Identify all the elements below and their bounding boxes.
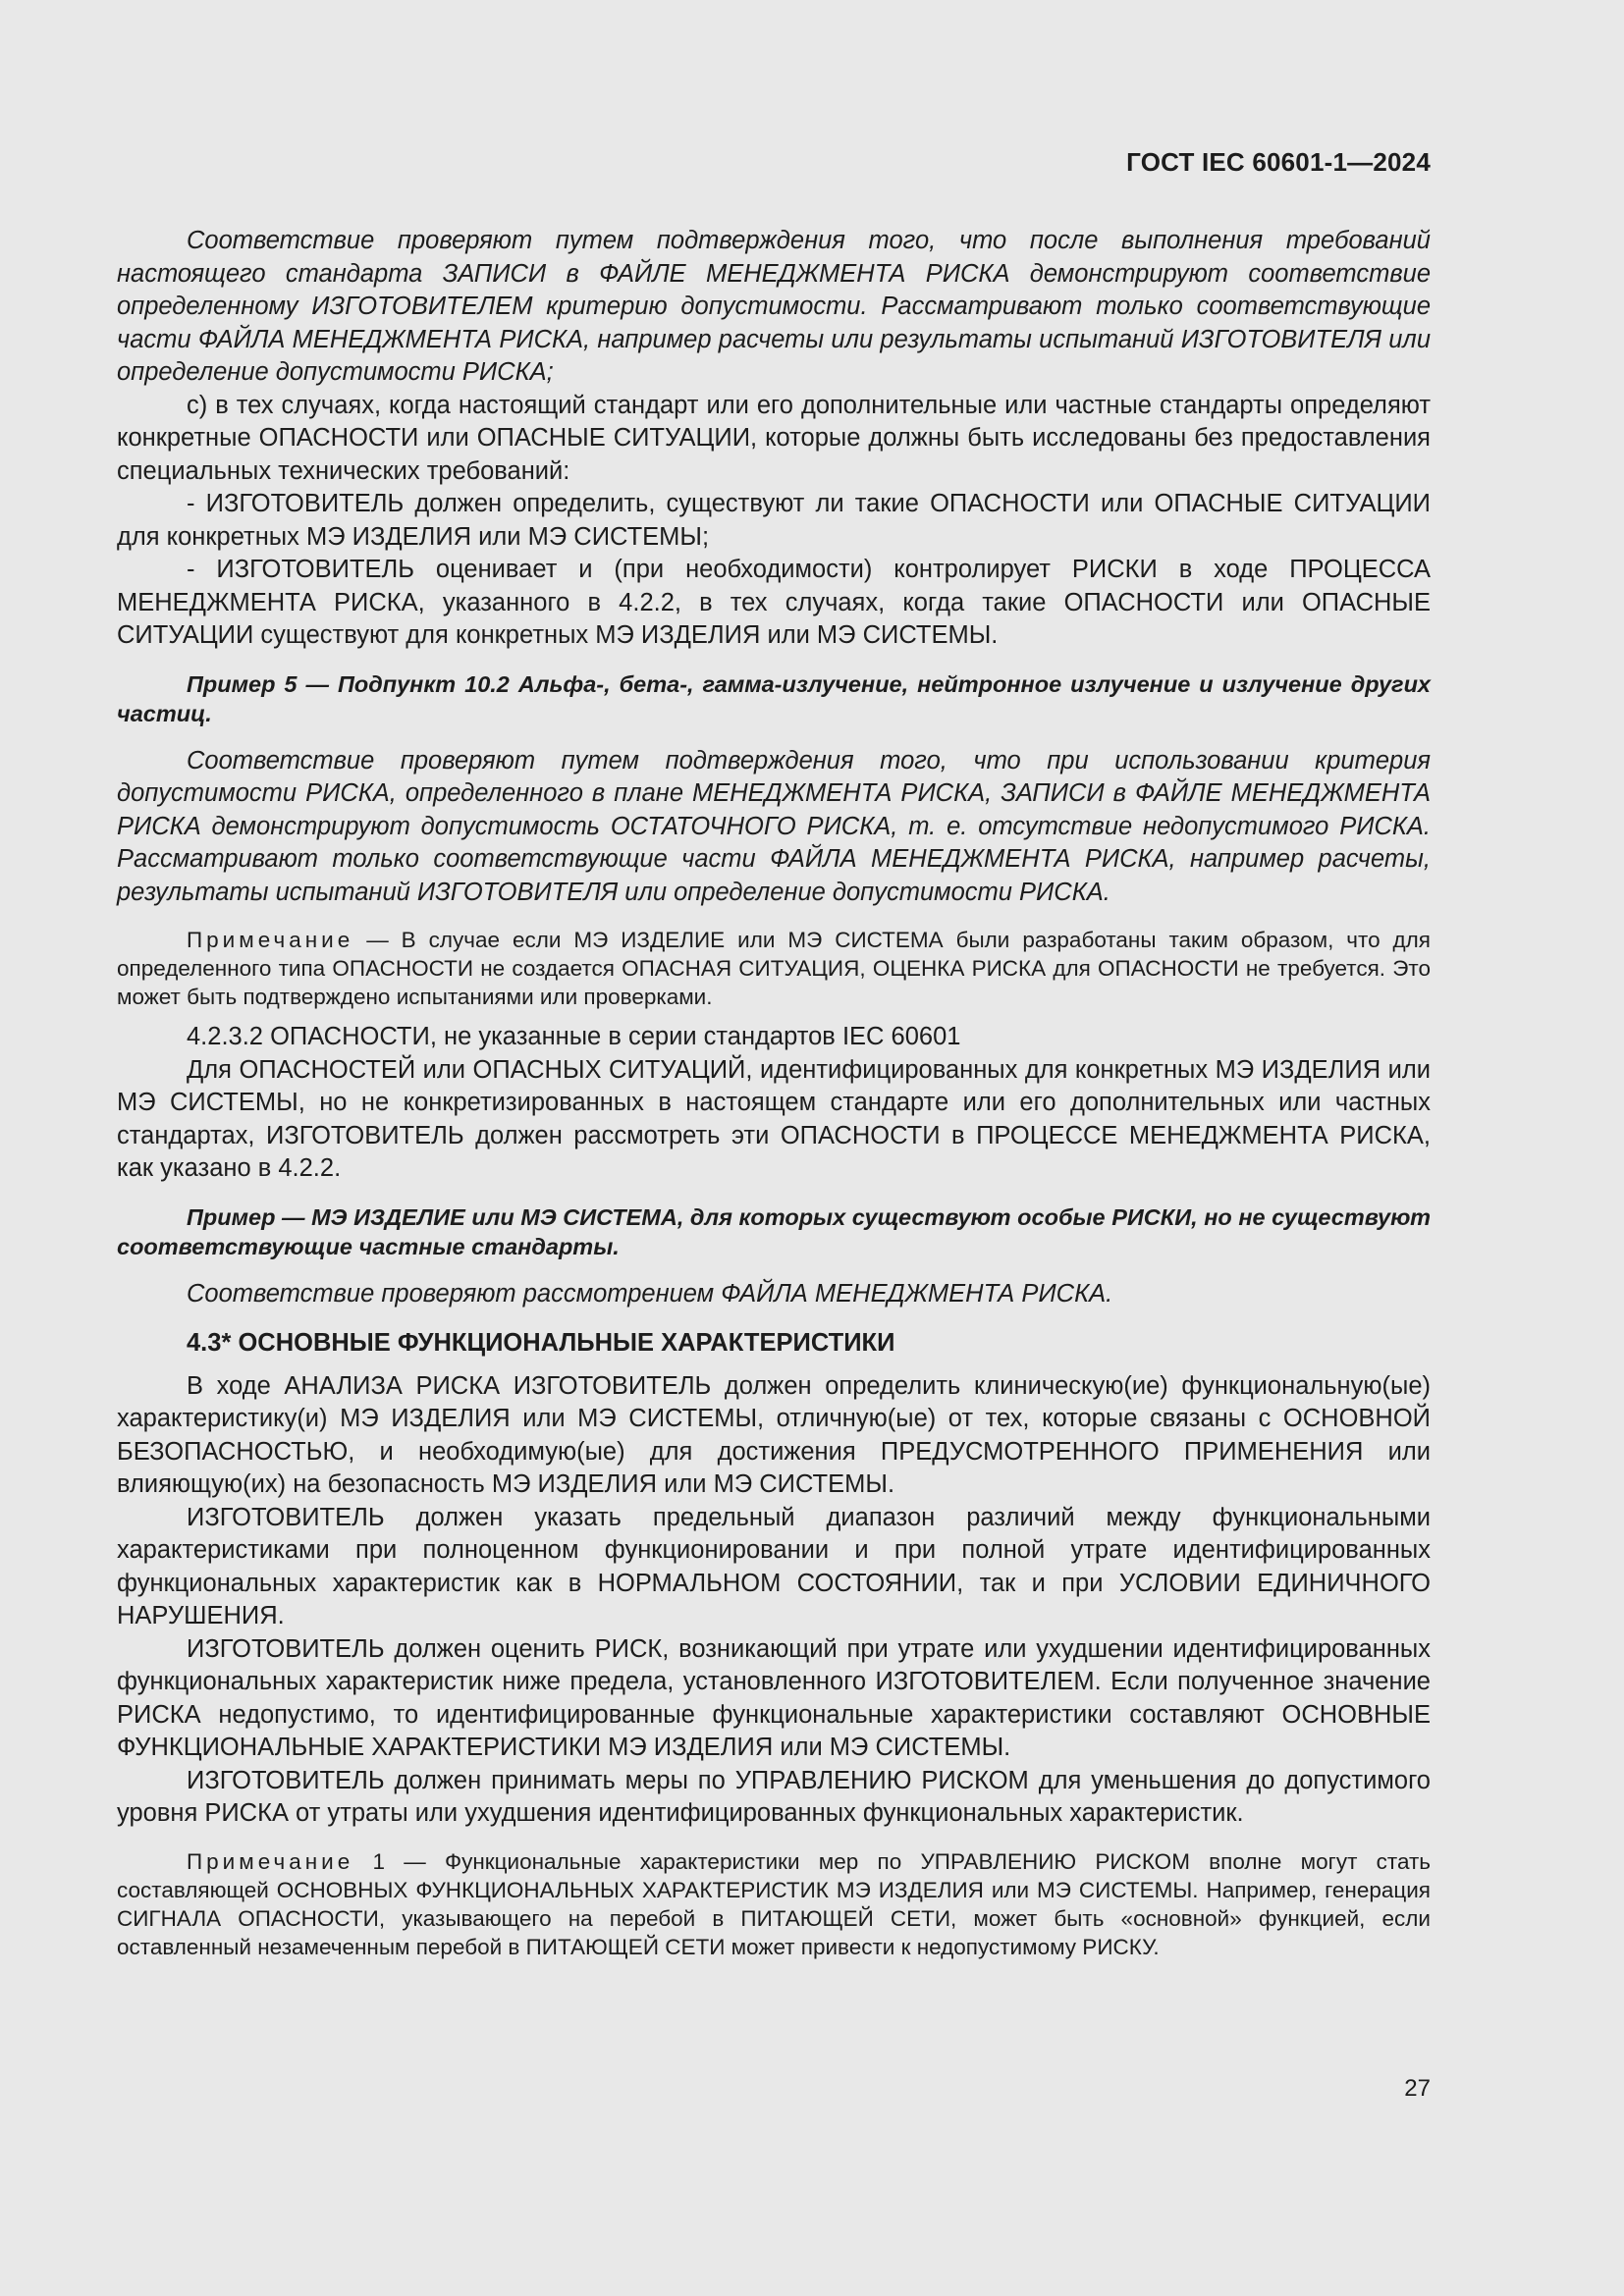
note-label: Примечание <box>187 1848 354 1874</box>
body-paragraph: ИЗГОТОВИТЕЛЬ должен указать предельный диапазон различий между функциональными характеристиками при полноценном функционировании и при полной утрате идентифицированных функциональных характеристик как в НОРМАЛЬНОМ СОСТОЯНИИ, так и при УСЛОВИИ ЕДИНИЧНОГО НАРУШЕНИЯ. <box>117 1503 1431 1629</box>
example-paragraph: Пример 5 — Подпункт 10.2 Альфа-, бета-, гамма-излучение, нейтронное излучение и излучение других частиц. <box>117 670 1431 726</box>
page-number: 27 <box>1404 2075 1431 2102</box>
compliance-paragraph: Соответствие проверяют путем подтверждения того, что после выполнения требований настоящего стандарта ЗАПИСИ в ФАЙЛЕ МЕНЕДЖМЕНТА РИСКА демонстрируют соответствие определенному ИЗГОТОВИТЕЛЕМ критерию допустимости. Рассматривают только соответствующие части ФАЙЛА МЕНЕДЖМЕНТА РИСКА, например расчеты или результаты испытаний ИЗГОТОВИТЕЛЯ или определение допустимости РИСКА; <box>117 227 1431 386</box>
body-paragraph: ИЗГОТОВИТЕЛЬ должен оценить РИСК, возникающий при утрате или ухудшении идентифицированных функциональных характеристик ниже предела, установленного ИЗГОТОВИТЕЛЕМ. Если полученное значение РИСКА недопустимо, то идентифицированные функциональные характеристики составляют ОСНОВНЫЕ ФУНКЦИОНАЛЬНЫЕ ХАРАКТЕРИСТИКИ МЭ ИЗДЕЛИЯ или МЭ СИСТЕМЫ. <box>117 1634 1431 1761</box>
body-paragraph: Для ОПАСНОСТЕЙ или ОПАСНЫХ СИТУАЦИЙ, идентифицированных для конкретных МЭ ИЗДЕЛИЯ или МЭ СИСТЕМЫ, но не конкретизированных в настоящем стандарте или его дополнительных или частных стандартах, ИЗГОТОВИТЕЛЬ должен рассмотреть эти ОПАСНОСТИ в ПРОЦЕССЕ МЕНЕДЖМЕНТА РИСКА, как указано в 4.2.2. <box>117 1055 1431 1182</box>
list-item-c: c) в тех случаях, когда настоящий стандарт или его дополнительные или частные стандарты определяют конкретные ОПАСНОСТИ или ОПАСНЫЕ СИТУАЦИИ, которые должны быть исследованы без предоставления специальных технических требований: <box>117 391 1431 485</box>
section-heading: 4.3* ОСНОВНЫЕ ФУНКЦИОНАЛЬНЫЕ ХАРАКТЕРИСТИКИ <box>187 1329 895 1357</box>
page-content <box>117 225 1431 1961</box>
body-paragraph: В ходе АНАЛИЗА РИСКА ИЗГОТОВИТЕЛЬ должен определить клиническую(ие) функциональную(ые) характеристику(и) МЭ ИЗДЕЛИЯ или МЭ СИСТЕМЫ, отличную(ые) от тех, которые связаны с ОСНОВНОЙ БЕЗОПАСНОСТЬЮ, и необходимую(ые) для достижения ПРЕДУСМОТРЕННОГО ПРИМЕНЕНИЯ или влияющую(их) на безопасность МЭ ИЗДЕЛИЯ или МЭ СИСТЕМЫ. <box>117 1371 1431 1498</box>
compliance-paragraph: Соответствие проверяют рассмотрением ФАЙЛА МЕНЕДЖМЕНТА РИСКА. <box>187 1279 1113 1308</box>
note-label: Примечание <box>187 928 354 952</box>
standard-header: ГОСТ IEC 60601-1—2024 <box>1126 147 1431 177</box>
note-text: — В случае если МЭ ИЗДЕЛИЕ или МЭ СИСТЕМА были разработаны таким образом, что для определенного типа ОПАСНОСТИ не создается ОПАСНАЯ СИТУАЦИЯ, ОЦЕНКА РИСКА для ОПАСНОСТИ не требуется. Это может быть подтверждено испытаниями или проверками. <box>117 928 1431 1009</box>
example-paragraph: Пример — МЭ ИЗДЕЛИЕ или МЭ СИСТЕМА, для которых существуют особые РИСКИ, но не существуют соответствующие частные стандарты. <box>117 1203 1431 1259</box>
subclause-title: 4.2.3.2 ОПАСНОСТИ, не указанные в серии стандартов IEC 60601 <box>187 1023 961 1050</box>
note-text: 1 — Функциональные характеристики мер по УПРАВЛЕНИЮ РИСКОМ вполне могут стать составляющей ОСНОВНЫХ ФУНКЦИОНАЛЬНЫХ ХАРАКТЕРИСТИК МЭ ИЗДЕЛИЯ или МЭ СИСТЕМЫ. Например, генерация СИГНАЛА ОПАСНОСТИ, указывающего на перебой в ПИТАЮЩЕЙ СЕТИ, может быть «основной» функцией, если оставленный незамеченным перебой в ПИТАЮЩЕЙ СЕТИ может привести к недопустимому РИСКУ. <box>117 1848 1431 1959</box>
dash-item: - ИЗГОТОВИТЕЛЬ должен определить, существуют ли такие ОПАСНОСТИ или ОПАСНЫЕ СИТУАЦИИ для конкретных МЭ ИЗДЕЛИЯ или МЭ СИСТЕМЫ; <box>117 490 1431 551</box>
body-paragraph: ИЗГОТОВИТЕЛЬ должен принимать меры по УПРАВЛЕНИЮ РИСКОМ для уменьшения до допустимого уровня РИСКА от утраты или ухудшения идентифицированных функциональных характеристик. <box>117 1766 1431 1827</box>
dash-item: - ИЗГОТОВИТЕЛЬ оценивает и (при необходимости) контролирует РИСКИ в ходе ПРОЦЕССА МЕНЕДЖМЕНТА РИСКА, указанного в 4.2.2, в тех случаях, когда такие ОПАСНОСТИ или ОПАСНЫЕ СИТУАЦИИ существуют для конкретных МЭ ИЗДЕЛИЯ или МЭ СИСТЕМЫ. <box>117 556 1431 649</box>
compliance-paragraph: Соответствие проверяют путем подтверждения того, что при использовании критерия допустимости РИСКА, определенного в плане МЕНЕДЖМЕНТА РИСКА, ЗАПИСИ в ФАЙЛЕ МЕНЕДЖМЕНТА РИСКА демонстрируют допустимость ОСТАТОЧНОГО РИСКА, т. е. отсутствие недопустимого РИСКА. Рассматривают только соответствующие части ФАЙЛА МЕНЕДЖМЕНТА РИСКА, например расчеты, результаты испытаний ИЗГОТОВИТЕЛЯ или определение допустимости РИСКА. <box>117 746 1431 906</box>
note-paragraph <box>117 1847 1431 1961</box>
note-paragraph <box>117 926 1431 1011</box>
